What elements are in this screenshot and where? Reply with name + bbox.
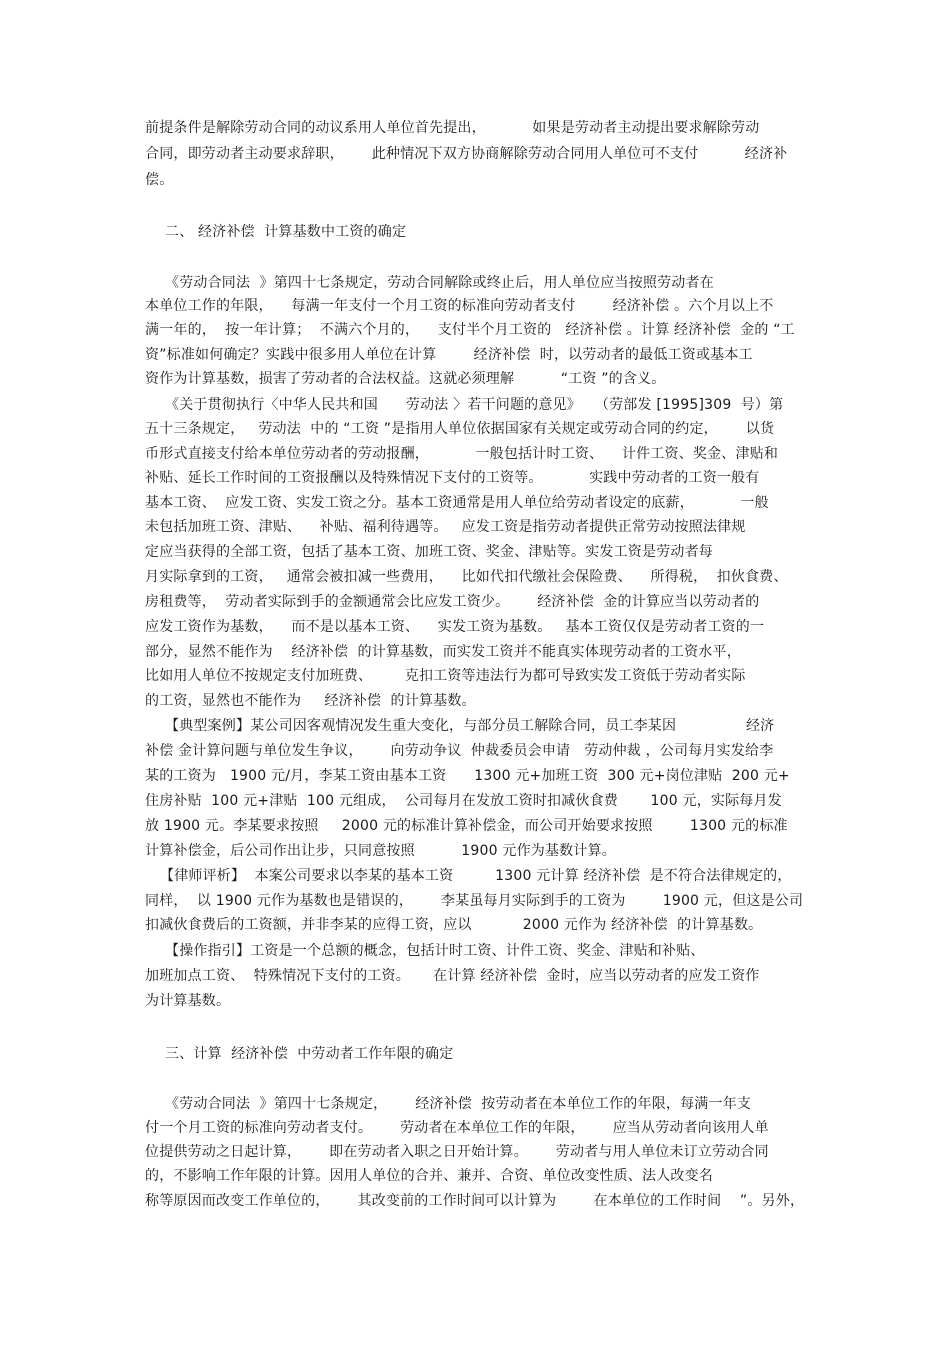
text-line: 满一年的， 按一年计算； 不满六个月的， 支付半个月工资的 经济补偿 。计算 经济补偿 金的 “工 — [145, 322, 795, 338]
section-heading: 三、计算 经济补偿 中劳动者工作年限的确定 — [165, 1046, 454, 1062]
text-line: 放 1900 元。李某要求按照 2000 元的标准计算补偿金，而公司开始要求按照 1300 元的标准 — [145, 818, 788, 834]
text-line: 同样， 以 1900 元作为基数也是错误的， 李某虽每月实际到手的工资为 1900 元，但这是公司 — [145, 893, 804, 909]
text-line: 基本工资、 应发工资、实发工资之分。基本工资通常是用人单位给劳动者设定的底薪， 一般 — [145, 495, 769, 511]
text-line: 应发工资作为基数， 而不是以基本工资、 实发工资为基数。 基本工资仅仅是劳动者工资的一 — [145, 619, 765, 635]
text-line: 补贴、延长工作时间的工资报酬以及特殊情况下支付的工资等。 实践中劳动者的工资一般有 — [145, 470, 760, 486]
text-line: 位提供劳动之日起计算， 即在劳动者入职之日开始计算。 劳动者与用人单位未订立劳动合同 — [145, 1144, 769, 1160]
text-line: 资”标准如何确定？实践中很多用人单位在计算 经济补偿 时，以劳动者的最低工资或基本工 — [145, 347, 753, 363]
text-line: 定应当获得的全部工资，包括了基本工资、加班工资、奖金、津贴等。实发工资是劳动者每 — [145, 544, 713, 560]
text-line: 本单位工作的年限， 每满一年支付一个月工资的标准向劳动者支付 经济补偿 。六个月以上不 — [145, 298, 774, 314]
text-line: 称等原因而改变工作单位的， 其改变前的工作时间可以计算为 在本单位的工作时间 ”。另外， — [145, 1193, 805, 1209]
text-line: 某的工资为 1900 元/月，李某工资由基本工资 1300 元+加班工资 300 元+岗位津贴 200 元+ — [145, 768, 790, 784]
text-line: 部分，显然不能作为 经济补偿 的计算基数，而实发工资并不能真实体现劳动者的工资水平， — [145, 644, 741, 660]
text-line: 偿。 — [145, 172, 174, 188]
section-heading: 二、 经济补偿 计算基数中工资的确定 — [165, 224, 407, 240]
text-line: 《劳动合同法 》第四十七条规定， 经济补偿 按劳动者在本单位工作的年限，每满一年支 — [165, 1096, 752, 1112]
text-line: 合同，即劳动者主动要求辞职， 此种情况下双方协商解除劳动合同用人单位可不支付 经济补 — [145, 146, 788, 162]
text-line: 扣减伙食费后的工资额，并非李某的应得工资，应以 2000 元作为 经济补偿 的计算基数。 — [145, 917, 763, 933]
text-line: 加班加点工资、 特殊情况下支付的工资。 在计算 经济补偿 金时，应当以劳动者的应发工资作 — [145, 968, 760, 984]
text-line: 补偿 金计算问题与单位发生争议， 向劳动争议 仲裁委员会申请 劳动仲裁 ，公司每月实发给李 — [145, 743, 774, 759]
text-line: 【典型案例】某公司因客观情况发生重大变化，与部分员工解除合同，员工李某因 经济 — [165, 718, 775, 734]
text-line: 【操作指引】工资是一个总额的概念，包括计时工资、计件工资、奖金、津贴和补贴、 — [165, 943, 705, 959]
text-line: 月实际拿到的工资， 通常会被扣减一些费用， 比如代扣代缴社会保险费、 所得税， 扣伙食费、 — [145, 569, 788, 585]
text-line: 比如用人单位不按规定支付加班费、 克扣工资等违法行为都可导致实发工资低于劳动者实际 — [145, 668, 746, 684]
text-line: 房租费等， 劳动者实际到手的金额通常会比应发工资少。 经济补偿 金的计算应当以劳动者的 — [145, 594, 760, 610]
text-line: 计算补偿金，后公司作出让步，只同意按照 1900 元作为基数计算。 — [145, 843, 616, 859]
text-line: 住房补贴 100 元+津贴 100 元组成， 公司每月在发放工资时扣减伙食费 100 元，实际每月发 — [145, 793, 782, 809]
text-line: 币形式直接支付给本单位劳动者的劳动报酬， 一般包括计时工资、 计件工资、奖金、津贴和 — [145, 446, 779, 462]
text-line: 资作为计算基数，损害了劳动者的合法权益。这就必须理解 “工资 ”的含义。 — [145, 371, 666, 387]
text-line: 的工资，显然也不能作为 经济补偿 的计算基数。 — [145, 693, 476, 709]
text-line: 【律师评析】 本案公司要求以李某的基本工资 1300 元计算 经济补偿 是不符合法律规定的， — [160, 868, 792, 884]
text-line: 前提条件是解除劳动合同的动议系用人单位首先提出， 如果是劳动者主动提出要求解除劳动 — [145, 120, 760, 136]
text-line: 的，不影响工作年限的计算。因用人单位的合并、兼并、合资、单位改变性质、法人改变名 — [145, 1168, 713, 1184]
text-line: 《劳动合同法 》第四十七条规定，劳动合同解除或终止后，用人单位应当按照劳动者在 — [165, 275, 714, 291]
text-line: 未包括加班工资、津贴、 补贴、福利待遇等。 应发工资是指劳动者提供正常劳动按照法律规 — [145, 519, 746, 535]
text-line: 五十三条规定， 劳动法 中的 “工资 ”是指用人单位依据国家有关规定或劳动合同的约定， 以货 — [145, 421, 775, 437]
text-line: 为计算基数。 — [145, 993, 231, 1009]
text-line: 《关于贯彻执行〈中华人民共和国 劳动法 〉若干问题的意见》 （劳部发 [1995]309 号）第 — [165, 397, 784, 413]
text-line: 付一个月工资的标准向劳动者支付。 劳动者在本单位工作的年限， 应当从劳动者向该用人单 — [145, 1120, 769, 1136]
